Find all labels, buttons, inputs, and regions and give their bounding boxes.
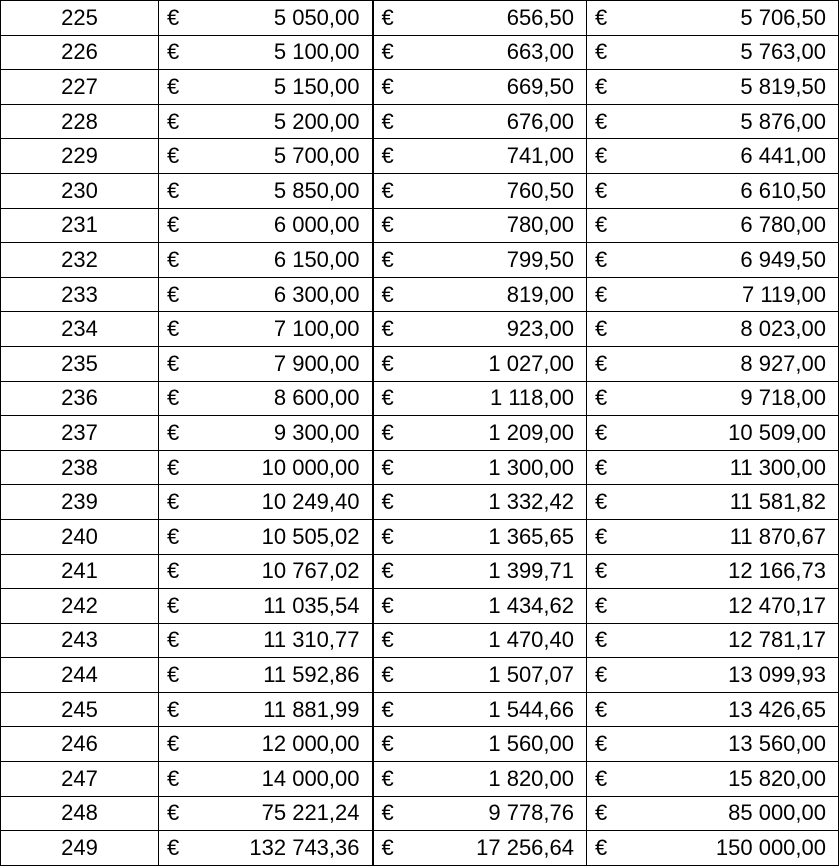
amount-cell[interactable]: 5 100,00	[201, 35, 373, 70]
currency-symbol-cell[interactable]: €	[587, 312, 629, 347]
currency-symbol-cell[interactable]: €	[373, 623, 415, 658]
table-row	[1, 519, 839, 554]
table-row	[1, 623, 839, 658]
currency-symbol-cell[interactable]: €	[159, 381, 201, 416]
row-number-cell[interactable]: 228	[1, 104, 159, 139]
amount-cell[interactable]: 8 600,00	[201, 381, 373, 416]
total-cell[interactable]: 6 780,00	[629, 208, 839, 243]
currency-symbol-cell[interactable]: €	[159, 796, 201, 831]
tax-cell[interactable]: 663,00	[415, 35, 587, 70]
tax-cell[interactable]: 676,00	[415, 104, 587, 139]
currency-symbol-cell[interactable]: €	[373, 727, 415, 762]
currency-symbol-cell[interactable]: €	[159, 554, 201, 589]
currency-symbol-cell[interactable]: €	[373, 831, 415, 866]
tax-cell[interactable]: 1 118,00	[415, 381, 587, 416]
tax-cell[interactable]: 1 332,42	[415, 485, 587, 520]
total-cell[interactable]: 5 876,00	[629, 104, 839, 139]
currency-symbol-cell[interactable]: €	[159, 762, 201, 797]
currency-symbol-cell[interactable]: €	[373, 312, 415, 347]
table-row	[1, 208, 839, 243]
currency-symbol-cell[interactable]: €	[587, 416, 629, 451]
currency-symbol-cell[interactable]: €	[587, 727, 629, 762]
tax-cell[interactable]: 1 544,66	[415, 692, 587, 727]
total-cell[interactable]: 15 820,00	[629, 762, 839, 797]
row-number-cell[interactable]: 229	[1, 139, 159, 174]
currency-symbol-cell[interactable]: €	[587, 208, 629, 243]
row-number-cell[interactable]: 244	[1, 658, 159, 693]
currency-symbol-cell[interactable]: €	[373, 381, 415, 416]
tax-cell[interactable]: 799,50	[415, 243, 587, 278]
currency-symbol-cell[interactable]: €	[159, 243, 201, 278]
table-row	[1, 831, 839, 866]
currency-symbol-cell[interactable]: €	[159, 104, 201, 139]
total-cell[interactable]: 13 099,93	[629, 658, 839, 693]
tax-cell[interactable]: 1 365,65	[415, 519, 587, 554]
row-number-cell[interactable]: 225	[1, 1, 159, 36]
row-number-cell[interactable]: 233	[1, 277, 159, 312]
table-row	[1, 796, 839, 831]
currency-symbol-cell[interactable]: €	[159, 346, 201, 381]
currency-symbol-cell[interactable]: €	[587, 381, 629, 416]
currency-symbol-cell[interactable]: €	[373, 485, 415, 520]
table-row	[1, 727, 839, 762]
total-cell[interactable]: 12 781,17	[629, 623, 839, 658]
amount-cell[interactable]: 5 200,00	[201, 104, 373, 139]
table-row	[1, 692, 839, 727]
tax-cell[interactable]: 819,00	[415, 277, 587, 312]
total-cell[interactable]: 12 166,73	[629, 554, 839, 589]
table-row	[1, 243, 839, 278]
currency-symbol-cell[interactable]: €	[587, 139, 629, 174]
row-number-cell[interactable]: 237	[1, 416, 159, 451]
row-number-cell[interactable]: 232	[1, 243, 159, 278]
currency-symbol-cell[interactable]: €	[373, 416, 415, 451]
currency-symbol-cell[interactable]: €	[587, 589, 629, 624]
currency-symbol-cell[interactable]: €	[373, 70, 415, 105]
currency-symbol-cell[interactable]: €	[587, 658, 629, 693]
row-number-cell[interactable]: 238	[1, 450, 159, 485]
currency-symbol-cell[interactable]: €	[587, 831, 629, 866]
currency-symbol-cell[interactable]: €	[373, 450, 415, 485]
currency-symbol-cell[interactable]: €	[587, 35, 629, 70]
currency-symbol-cell[interactable]: €	[587, 173, 629, 208]
currency-symbol-cell[interactable]: €	[373, 1, 415, 36]
amount-cell[interactable]: 5 150,00	[201, 70, 373, 105]
currency-symbol-cell[interactable]: €	[159, 416, 201, 451]
total-cell[interactable]: 13 426,65	[629, 692, 839, 727]
total-cell[interactable]: 6 610,50	[629, 173, 839, 208]
currency-symbol-cell[interactable]: €	[587, 277, 629, 312]
total-cell[interactable]: 5 706,50	[629, 1, 839, 36]
table-row	[1, 554, 839, 589]
currency-symbol-cell[interactable]: €	[587, 692, 629, 727]
currency-symbol-cell[interactable]: €	[373, 139, 415, 174]
total-cell[interactable]: 85 000,00	[629, 796, 839, 831]
currency-symbol-cell[interactable]: €	[159, 277, 201, 312]
currency-symbol-cell[interactable]: €	[159, 1, 201, 36]
amount-cell[interactable]: 7 900,00	[201, 346, 373, 381]
currency-symbol-cell[interactable]: €	[373, 589, 415, 624]
currency-symbol-cell[interactable]: €	[159, 727, 201, 762]
table-row	[1, 346, 839, 381]
currency-symbol-cell[interactable]: €	[373, 658, 415, 693]
tax-cell[interactable]: 741,00	[415, 139, 587, 174]
amount-cell[interactable]: 5 850,00	[201, 173, 373, 208]
amount-cell[interactable]: 75 221,24	[201, 796, 373, 831]
table-row	[1, 381, 839, 416]
amount-cell[interactable]: 12 000,00	[201, 727, 373, 762]
currency-symbol-cell[interactable]: €	[159, 139, 201, 174]
total-cell[interactable]: 10 509,00	[629, 416, 839, 451]
currency-symbol-cell[interactable]: €	[373, 243, 415, 278]
row-number-cell[interactable]: 230	[1, 173, 159, 208]
tax-cell[interactable]: 1 209,00	[415, 416, 587, 451]
row-number-cell[interactable]: 242	[1, 589, 159, 624]
table-row	[1, 416, 839, 451]
currency-symbol-cell[interactable]: €	[159, 519, 201, 554]
tax-cell[interactable]: 1 470,40	[415, 623, 587, 658]
row-number-cell[interactable]: 234	[1, 312, 159, 347]
amount-cell[interactable]: 10 000,00	[201, 450, 373, 485]
amount-cell[interactable]: 7 100,00	[201, 312, 373, 347]
currency-symbol-cell[interactable]: €	[373, 208, 415, 243]
total-cell[interactable]: 5 763,00	[629, 35, 839, 70]
amount-cell[interactable]: 10 249,40	[201, 485, 373, 520]
row-number-cell[interactable]: 231	[1, 208, 159, 243]
row-number-cell[interactable]: 236	[1, 381, 159, 416]
row-number-cell[interactable]: 226	[1, 35, 159, 70]
amount-cell[interactable]: 10 767,02	[201, 554, 373, 589]
tax-cell[interactable]: 656,50	[415, 1, 587, 36]
amount-cell[interactable]: 11 592,86	[201, 658, 373, 693]
row-number-cell[interactable]: 235	[1, 346, 159, 381]
total-cell[interactable]: 7 119,00	[629, 277, 839, 312]
currency-symbol-cell[interactable]: €	[373, 554, 415, 589]
currency-symbol-cell[interactable]: €	[373, 104, 415, 139]
currency-symbol-cell[interactable]: €	[587, 623, 629, 658]
currency-symbol-cell[interactable]: €	[159, 450, 201, 485]
row-number-cell[interactable]: 243	[1, 623, 159, 658]
currency-symbol-cell[interactable]: €	[159, 312, 201, 347]
tax-cell[interactable]: 1 434,62	[415, 589, 587, 624]
currency-symbol-cell[interactable]: €	[373, 762, 415, 797]
currency-symbol-cell[interactable]: €	[159, 173, 201, 208]
currency-symbol-cell[interactable]: €	[587, 519, 629, 554]
currency-symbol-cell[interactable]: €	[587, 104, 629, 139]
amount-cell[interactable]: 5 700,00	[201, 139, 373, 174]
amount-cell[interactable]: 11 310,77	[201, 623, 373, 658]
tax-cell[interactable]: 760,50	[415, 173, 587, 208]
total-cell[interactable]: 9 718,00	[629, 381, 839, 416]
table-row	[1, 70, 839, 105]
amount-cell[interactable]: 6 000,00	[201, 208, 373, 243]
row-number-cell[interactable]: 248	[1, 796, 159, 831]
amount-cell[interactable]: 10 505,02	[201, 519, 373, 554]
row-number-cell[interactable]: 240	[1, 519, 159, 554]
currency-symbol-cell[interactable]: €	[587, 554, 629, 589]
tax-cell[interactable]: 923,00	[415, 312, 587, 347]
currency-symbol-cell[interactable]: €	[159, 70, 201, 105]
row-number-cell[interactable]: 246	[1, 727, 159, 762]
tax-cell[interactable]: 1 399,71	[415, 554, 587, 589]
table-row	[1, 277, 839, 312]
table-row	[1, 589, 839, 624]
table-row	[1, 104, 839, 139]
table-row	[1, 762, 839, 797]
tax-cell[interactable]: 17 256,64	[415, 831, 587, 866]
amount-cell[interactable]: 6 300,00	[201, 277, 373, 312]
table-row	[1, 312, 839, 347]
total-cell[interactable]: 12 470,17	[629, 589, 839, 624]
table-row	[1, 139, 839, 174]
currency-symbol-cell[interactable]: €	[587, 243, 629, 278]
total-cell[interactable]: 6 949,50	[629, 243, 839, 278]
row-number-cell[interactable]: 227	[1, 70, 159, 105]
table-row	[1, 173, 839, 208]
total-cell[interactable]: 13 560,00	[629, 727, 839, 762]
amount-cell[interactable]: 11 881,99	[201, 692, 373, 727]
currency-symbol-cell[interactable]: €	[373, 796, 415, 831]
total-cell[interactable]: 11 581,82	[629, 485, 839, 520]
currency-symbol-cell[interactable]: €	[373, 519, 415, 554]
row-number-cell[interactable]: 249	[1, 831, 159, 866]
currency-symbol-cell[interactable]: €	[373, 277, 415, 312]
tax-cell[interactable]: 9 778,76	[415, 796, 587, 831]
row-number-cell[interactable]: 247	[1, 762, 159, 797]
amount-cell[interactable]: 132 743,36	[201, 831, 373, 866]
currency-symbol-cell[interactable]: €	[587, 70, 629, 105]
currency-symbol-cell[interactable]: €	[587, 796, 629, 831]
currency-symbol-cell[interactable]: €	[159, 658, 201, 693]
currency-symbol-cell[interactable]: €	[159, 35, 201, 70]
tax-cell[interactable]: 669,50	[415, 70, 587, 105]
row-number-cell[interactable]: 241	[1, 554, 159, 589]
tax-cell[interactable]: 1 300,00	[415, 450, 587, 485]
currency-symbol-cell[interactable]: €	[373, 346, 415, 381]
tax-cell[interactable]: 780,00	[415, 208, 587, 243]
amount-cell[interactable]: 9 300,00	[201, 416, 373, 451]
amount-cell[interactable]: 14 000,00	[201, 762, 373, 797]
currency-symbol-cell[interactable]: €	[159, 692, 201, 727]
currency-symbol-cell[interactable]: €	[587, 346, 629, 381]
table-row	[1, 450, 839, 485]
currency-symbol-cell[interactable]: €	[373, 35, 415, 70]
total-cell[interactable]: 5 819,50	[629, 70, 839, 105]
amount-cell[interactable]: 11 035,54	[201, 589, 373, 624]
total-cell[interactable]: 11 300,00	[629, 450, 839, 485]
table-row	[1, 35, 839, 70]
tax-cell[interactable]: 1 560,00	[415, 727, 587, 762]
row-number-cell[interactable]: 239	[1, 485, 159, 520]
currency-symbol-cell[interactable]: €	[587, 762, 629, 797]
currency-symbol-cell[interactable]: €	[159, 623, 201, 658]
amount-cell[interactable]: 5 050,00	[201, 1, 373, 36]
tax-cell[interactable]: 1 027,00	[415, 346, 587, 381]
currency-symbol-cell[interactable]: €	[159, 589, 201, 624]
table-body	[1, 1, 839, 866]
currency-symbol-cell[interactable]: €	[587, 1, 629, 36]
currency-symbol-cell[interactable]: €	[159, 485, 201, 520]
currency-symbol-cell[interactable]: €	[159, 208, 201, 243]
total-cell[interactable]: 8 927,00	[629, 346, 839, 381]
table-row	[1, 658, 839, 693]
total-cell[interactable]: 6 441,00	[629, 139, 839, 174]
total-cell[interactable]: 150 000,00	[629, 831, 839, 866]
table-row	[1, 1, 839, 36]
currency-symbol-cell[interactable]: €	[159, 831, 201, 866]
table-row	[1, 485, 839, 520]
tax-cell[interactable]: 1 820,00	[415, 762, 587, 797]
currency-symbol-cell[interactable]: €	[587, 485, 629, 520]
currency-symbol-cell[interactable]: €	[587, 450, 629, 485]
currency-symbol-cell[interactable]: €	[373, 173, 415, 208]
total-cell[interactable]: 11 870,67	[629, 519, 839, 554]
amount-cell[interactable]: 6 150,00	[201, 243, 373, 278]
tax-cell[interactable]: 1 507,07	[415, 658, 587, 693]
currency-symbol-cell[interactable]: €	[373, 692, 415, 727]
row-number-cell[interactable]: 245	[1, 692, 159, 727]
total-cell[interactable]: 8 023,00	[629, 312, 839, 347]
